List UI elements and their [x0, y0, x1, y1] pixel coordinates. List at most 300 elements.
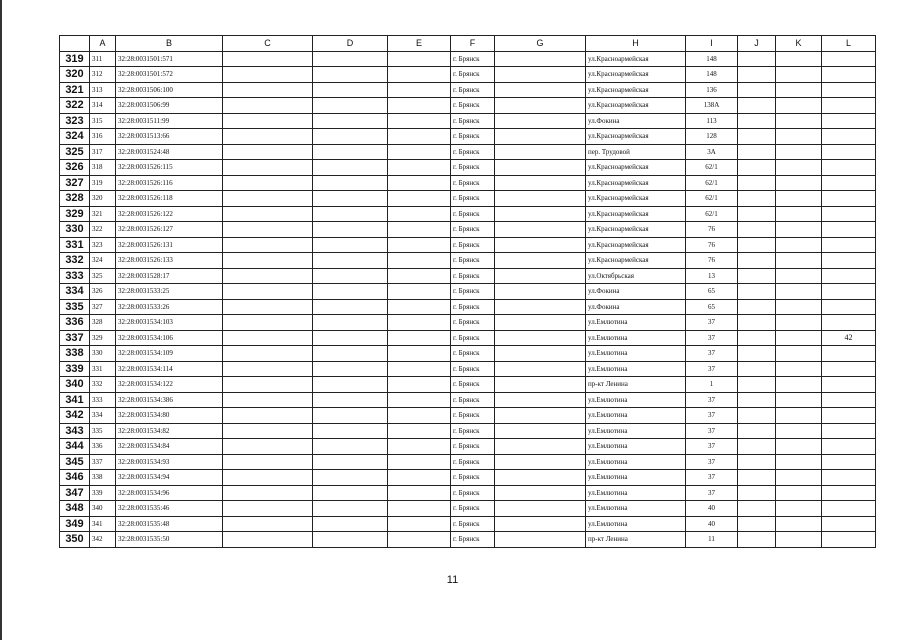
- row-number: 339: [60, 361, 90, 377]
- cell-k: [776, 330, 822, 346]
- cell-a: 342: [90, 532, 116, 548]
- cell-h: ул.Емлютина: [586, 330, 686, 346]
- cell-b: 32:28:0031526:127: [116, 222, 223, 238]
- cell-j: [738, 346, 776, 362]
- row-number: 342: [60, 408, 90, 424]
- cell-k: [776, 485, 822, 501]
- cell-g: [495, 191, 586, 207]
- cell-c: [223, 222, 313, 238]
- cell-k: [776, 501, 822, 517]
- column-header: B: [116, 36, 223, 52]
- cell-k: [776, 315, 822, 331]
- cell-f: г. Брянск: [451, 268, 495, 284]
- cell-f: г. Брянск: [451, 361, 495, 377]
- cell-a: 320: [90, 191, 116, 207]
- column-header: K: [776, 36, 822, 52]
- cell-k: [776, 470, 822, 486]
- cell-b: 32:28:0031534:109: [116, 346, 223, 362]
- cell-i: 40: [686, 516, 738, 532]
- cell-c: [223, 191, 313, 207]
- column-header: A: [90, 36, 116, 52]
- cell-c: [223, 315, 313, 331]
- cell-c: [223, 284, 313, 300]
- cell-b: 32:28:0031535:48: [116, 516, 223, 532]
- cell-a: 322: [90, 222, 116, 238]
- row-number: 334: [60, 284, 90, 300]
- cell-h: пр-кт Ленина: [586, 377, 686, 393]
- cell-b: 32:28:0031533:25: [116, 284, 223, 300]
- cell-l: [822, 175, 876, 191]
- cell-b: 32:28:0031534:93: [116, 454, 223, 470]
- cell-c: [223, 330, 313, 346]
- cell-c: [223, 501, 313, 517]
- cell-i: 37: [686, 470, 738, 486]
- cell-h: ул.Емлютина: [586, 408, 686, 424]
- cell-d: [313, 361, 388, 377]
- cell-a: 328: [90, 315, 116, 331]
- cell-h: ул.Красноармейская: [586, 222, 686, 238]
- cell-j: [738, 485, 776, 501]
- column-header: C: [223, 36, 313, 52]
- cell-f: г. Брянск: [451, 408, 495, 424]
- cell-h: ул.Емлютина: [586, 470, 686, 486]
- cell-f: г. Брянск: [451, 485, 495, 501]
- cell-j: [738, 67, 776, 83]
- table-row: [60, 485, 876, 501]
- cell-j: [738, 501, 776, 517]
- cell-f: г. Брянск: [451, 377, 495, 393]
- cell-e: [388, 98, 451, 114]
- cell-e: [388, 175, 451, 191]
- cell-g: [495, 315, 586, 331]
- cell-b: 32:28:0031526:122: [116, 206, 223, 222]
- cell-d: [313, 268, 388, 284]
- cell-g: [495, 330, 586, 346]
- cell-j: [738, 160, 776, 176]
- table-row: [60, 330, 876, 346]
- cell-b: 32:28:0031533:26: [116, 299, 223, 315]
- cell-g: [495, 501, 586, 517]
- row-number: 330: [60, 222, 90, 238]
- cell-e: [388, 377, 451, 393]
- cell-d: [313, 160, 388, 176]
- table-body: [60, 51, 876, 547]
- cell-k: [776, 284, 822, 300]
- cell-l: [822, 346, 876, 362]
- cell-i: 37: [686, 454, 738, 470]
- cell-d: [313, 237, 388, 253]
- cell-f: г. Брянск: [451, 82, 495, 98]
- cell-i: 136: [686, 82, 738, 98]
- cell-g: [495, 160, 586, 176]
- cell-l: [822, 253, 876, 269]
- cell-j: [738, 253, 776, 269]
- cell-h: ул.Емлютина: [586, 439, 686, 455]
- cell-k: [776, 516, 822, 532]
- cell-i: 37: [686, 408, 738, 424]
- cell-k: [776, 392, 822, 408]
- cell-k: [776, 377, 822, 393]
- cell-e: [388, 129, 451, 145]
- row-number: 340: [60, 377, 90, 393]
- cell-f: г. Брянск: [451, 144, 495, 160]
- cell-h: ул.Красноармейская: [586, 67, 686, 83]
- cell-e: [388, 346, 451, 362]
- table-row: [60, 408, 876, 424]
- cell-e: [388, 516, 451, 532]
- cell-d: [313, 82, 388, 98]
- cell-j: [738, 532, 776, 548]
- cell-f: г. Брянск: [451, 284, 495, 300]
- cell-b: 32:28:0031535:50: [116, 532, 223, 548]
- cell-l: [822, 144, 876, 160]
- cell-d: [313, 191, 388, 207]
- cell-j: [738, 299, 776, 315]
- cell-a: 314: [90, 98, 116, 114]
- cell-j: [738, 268, 776, 284]
- cell-a: 324: [90, 253, 116, 269]
- cell-a: 337: [90, 454, 116, 470]
- row-number: 328: [60, 191, 90, 207]
- cell-b: 32:28:0031534:80: [116, 408, 223, 424]
- cell-i: 37: [686, 392, 738, 408]
- row-number: 319: [60, 51, 90, 67]
- cell-j: [738, 470, 776, 486]
- cell-b: 32:28:0031501:572: [116, 67, 223, 83]
- cell-l: [822, 392, 876, 408]
- cell-c: [223, 160, 313, 176]
- cell-l: [822, 129, 876, 145]
- cell-d: [313, 532, 388, 548]
- cell-f: г. Брянск: [451, 330, 495, 346]
- cell-k: [776, 439, 822, 455]
- cell-l: [822, 191, 876, 207]
- table-row: [60, 346, 876, 362]
- cell-k: [776, 82, 822, 98]
- cell-e: [388, 532, 451, 548]
- cell-j: [738, 129, 776, 145]
- cell-e: [388, 284, 451, 300]
- cell-e: [388, 253, 451, 269]
- cell-j: [738, 454, 776, 470]
- cell-j: [738, 361, 776, 377]
- cell-a: 313: [90, 82, 116, 98]
- cell-i: 76: [686, 253, 738, 269]
- cell-c: [223, 67, 313, 83]
- cell-b: 32:28:0031526:133: [116, 253, 223, 269]
- cell-h: ул.Емлютина: [586, 501, 686, 517]
- cell-l: [822, 315, 876, 331]
- row-number: 344: [60, 439, 90, 455]
- cell-f: г. Брянск: [451, 470, 495, 486]
- cell-f: г. Брянск: [451, 346, 495, 362]
- cell-k: [776, 361, 822, 377]
- cell-b: 32:28:0031511:99: [116, 113, 223, 129]
- cell-a: 336: [90, 439, 116, 455]
- cell-k: [776, 175, 822, 191]
- cell-a: 312: [90, 67, 116, 83]
- cell-k: [776, 191, 822, 207]
- cell-k: [776, 346, 822, 362]
- cell-a: 332: [90, 377, 116, 393]
- cell-c: [223, 516, 313, 532]
- page-number: 11: [446, 574, 459, 586]
- cell-d: [313, 98, 388, 114]
- cell-h: ул.Октябрьская: [586, 268, 686, 284]
- cell-c: [223, 423, 313, 439]
- cell-h: ул.Емлютина: [586, 516, 686, 532]
- cell-c: [223, 98, 313, 114]
- cell-j: [738, 439, 776, 455]
- row-number: 332: [60, 253, 90, 269]
- row-number: 326: [60, 160, 90, 176]
- row-number: 346: [60, 470, 90, 486]
- row-number: 321: [60, 82, 90, 98]
- cell-g: [495, 222, 586, 238]
- cell-k: [776, 268, 822, 284]
- table-row: [60, 222, 876, 238]
- cell-f: г. Брянск: [451, 175, 495, 191]
- cell-i: 37: [686, 315, 738, 331]
- cell-b: 32:28:0031526:116: [116, 175, 223, 191]
- cell-g: [495, 485, 586, 501]
- row-number: 336: [60, 315, 90, 331]
- cell-i: 37: [686, 423, 738, 439]
- cell-d: [313, 222, 388, 238]
- cell-a: 329: [90, 330, 116, 346]
- cell-b: 32:28:0031534:84: [116, 439, 223, 455]
- cell-d: [313, 175, 388, 191]
- cell-k: [776, 454, 822, 470]
- cell-k: [776, 237, 822, 253]
- cell-h: ул.Красноармейская: [586, 51, 686, 67]
- cell-a: 316: [90, 129, 116, 145]
- cell-g: [495, 299, 586, 315]
- cell-k: [776, 532, 822, 548]
- cell-d: [313, 470, 388, 486]
- table-row: [60, 361, 876, 377]
- cell-e: [388, 299, 451, 315]
- cell-f: г. Брянск: [451, 501, 495, 517]
- cell-h: ул.Емлютина: [586, 454, 686, 470]
- cell-j: [738, 191, 776, 207]
- cell-g: [495, 470, 586, 486]
- cell-g: [495, 377, 586, 393]
- cell-f: г. Брянск: [451, 67, 495, 83]
- cell-a: 315: [90, 113, 116, 129]
- cell-j: [738, 113, 776, 129]
- cell-j: [738, 82, 776, 98]
- cell-c: [223, 175, 313, 191]
- cell-i: 37: [686, 485, 738, 501]
- cell-i: 40: [686, 501, 738, 517]
- cell-i: 62/1: [686, 191, 738, 207]
- cell-d: [313, 485, 388, 501]
- cell-d: [313, 392, 388, 408]
- cell-i: 128: [686, 129, 738, 145]
- table-row: [60, 82, 876, 98]
- cell-l: [822, 377, 876, 393]
- cell-k: [776, 253, 822, 269]
- cell-g: [495, 423, 586, 439]
- cell-j: [738, 408, 776, 424]
- column-header: I: [686, 36, 738, 52]
- scan-edge: [0, 0, 2, 640]
- cell-a: 318: [90, 160, 116, 176]
- cell-b: 32:28:0031534:82: [116, 423, 223, 439]
- cell-g: [495, 532, 586, 548]
- cell-e: [388, 82, 451, 98]
- row-number: 320: [60, 67, 90, 83]
- cell-g: [495, 113, 586, 129]
- cell-j: [738, 377, 776, 393]
- table-row: [60, 423, 876, 439]
- cell-h: ул.Фокина: [586, 113, 686, 129]
- cell-g: [495, 268, 586, 284]
- cell-h: ул.Красноармейская: [586, 82, 686, 98]
- row-number: 323: [60, 113, 90, 129]
- cell-h: ул.Фокина: [586, 299, 686, 315]
- cell-a: 335: [90, 423, 116, 439]
- table-row: [60, 439, 876, 455]
- cell-e: [388, 206, 451, 222]
- cell-c: [223, 408, 313, 424]
- cell-d: [313, 501, 388, 517]
- cell-c: [223, 485, 313, 501]
- cell-a: 339: [90, 485, 116, 501]
- cell-f: г. Брянск: [451, 439, 495, 455]
- column-header: H: [586, 36, 686, 52]
- cell-d: [313, 315, 388, 331]
- cell-h: ул.Емлютина: [586, 346, 686, 362]
- row-number: 327: [60, 175, 90, 191]
- cell-j: [738, 206, 776, 222]
- cell-g: [495, 361, 586, 377]
- cell-e: [388, 485, 451, 501]
- cell-b: 32:28:0031535:46: [116, 501, 223, 517]
- cell-c: [223, 82, 313, 98]
- row-number: 335: [60, 299, 90, 315]
- cell-l: [822, 532, 876, 548]
- cell-j: [738, 315, 776, 331]
- spreadsheet-table: [59, 35, 876, 548]
- cell-b: 32:28:0031528:17: [116, 268, 223, 284]
- cell-i: 37: [686, 439, 738, 455]
- row-number: 341: [60, 392, 90, 408]
- row-number: 331: [60, 237, 90, 253]
- table-row: [60, 160, 876, 176]
- cell-i: 62/1: [686, 206, 738, 222]
- cell-i: 62/1: [686, 160, 738, 176]
- cell-e: [388, 392, 451, 408]
- cell-i: 37: [686, 361, 738, 377]
- cell-f: г. Брянск: [451, 98, 495, 114]
- cell-f: г. Брянск: [451, 516, 495, 532]
- cell-i: 65: [686, 299, 738, 315]
- cell-a: 340: [90, 501, 116, 517]
- cell-g: [495, 237, 586, 253]
- row-number: 338: [60, 346, 90, 362]
- cell-j: [738, 392, 776, 408]
- cell-e: [388, 315, 451, 331]
- table-row: [60, 315, 876, 331]
- cell-e: [388, 408, 451, 424]
- cell-k: [776, 113, 822, 129]
- cell-l: [822, 268, 876, 284]
- row-number: 350: [60, 532, 90, 548]
- cell-f: г. Брянск: [451, 191, 495, 207]
- cell-e: [388, 237, 451, 253]
- row-number: 337: [60, 330, 90, 346]
- cell-b: 32:28:0031534:122: [116, 377, 223, 393]
- cell-b: 32:28:0031534:96: [116, 485, 223, 501]
- cell-f: г. Брянск: [451, 237, 495, 253]
- cell-e: [388, 222, 451, 238]
- cell-l: 42: [822, 330, 876, 346]
- cell-c: [223, 470, 313, 486]
- cell-e: [388, 423, 451, 439]
- cell-c: [223, 392, 313, 408]
- cell-j: [738, 98, 776, 114]
- cell-b: 32:28:0031534:103: [116, 315, 223, 331]
- cell-a: 311: [90, 51, 116, 67]
- cell-c: [223, 361, 313, 377]
- cell-l: [822, 82, 876, 98]
- cell-b: 32:28:0031534:386: [116, 392, 223, 408]
- cell-d: [313, 113, 388, 129]
- cell-l: [822, 470, 876, 486]
- cell-f: г. Брянск: [451, 532, 495, 548]
- cell-e: [388, 501, 451, 517]
- cell-f: г. Брянск: [451, 51, 495, 67]
- cell-i: 37: [686, 346, 738, 362]
- cell-l: [822, 237, 876, 253]
- cell-c: [223, 268, 313, 284]
- cell-d: [313, 129, 388, 145]
- cell-b: 32:28:0031506:100: [116, 82, 223, 98]
- column-header: L: [822, 36, 876, 52]
- cell-a: 333: [90, 392, 116, 408]
- cell-k: [776, 160, 822, 176]
- cell-e: [388, 191, 451, 207]
- cell-d: [313, 206, 388, 222]
- row-number: 343: [60, 423, 90, 439]
- cell-k: [776, 423, 822, 439]
- cell-d: [313, 253, 388, 269]
- cell-i: 148: [686, 67, 738, 83]
- cell-l: [822, 423, 876, 439]
- table-row: [60, 237, 876, 253]
- cell-h: ул.Красноармейская: [586, 253, 686, 269]
- table-row: [60, 501, 876, 517]
- cell-f: г. Брянск: [451, 392, 495, 408]
- cell-k: [776, 206, 822, 222]
- cell-f: г. Брянск: [451, 315, 495, 331]
- row-number: 322: [60, 98, 90, 114]
- table-row: [60, 175, 876, 191]
- cell-b: 32:28:0031513:66: [116, 129, 223, 145]
- table-row: [60, 129, 876, 145]
- cell-k: [776, 408, 822, 424]
- row-number: 324: [60, 129, 90, 145]
- cell-l: [822, 361, 876, 377]
- cell-e: [388, 330, 451, 346]
- cell-c: [223, 299, 313, 315]
- cell-j: [738, 423, 776, 439]
- cell-e: [388, 144, 451, 160]
- cell-i: 65: [686, 284, 738, 300]
- table-row: [60, 113, 876, 129]
